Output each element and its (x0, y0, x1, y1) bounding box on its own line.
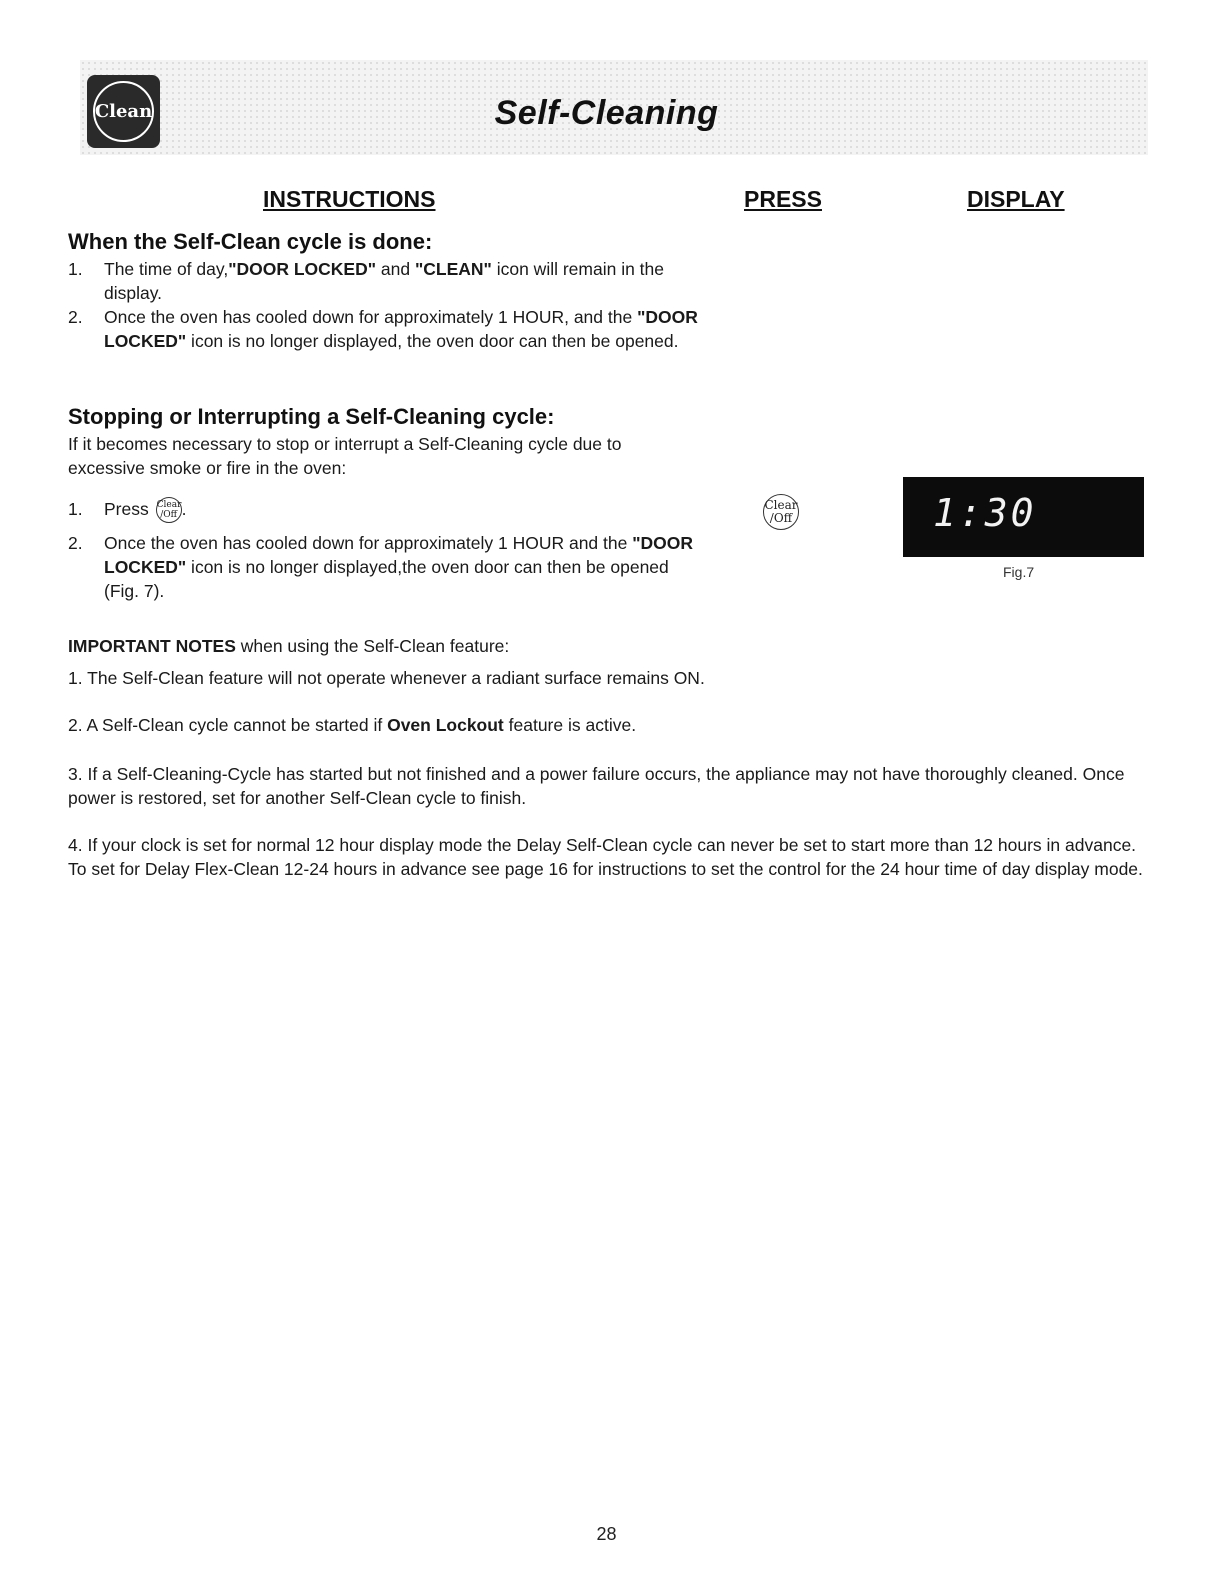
note-item: 1. The Self-Clean feature will not operate whenever a radiant surface remains ON. (68, 668, 705, 688)
item-text (104, 305, 708, 353)
note-item (68, 713, 1148, 737)
item-text (104, 497, 708, 523)
bold-text: "DOOR LOCKED" (228, 259, 377, 279)
text-segment: and (376, 259, 415, 279)
column-header-press: PRESS (744, 186, 822, 212)
oven-display (903, 477, 1144, 557)
clear-off-icon-line1: Clear (156, 500, 182, 511)
list-item (68, 305, 708, 353)
column-header-instructions: INSTRUCTIONS (263, 186, 436, 212)
note-item: 3. If a Self-Cleaning-Cycle has started but not finished and a power failure occurs, the appliance may not have thoroughly cleaned. Once power is restored, set for another Self-Clean cycle to finish. (68, 764, 1125, 808)
clear-off-button-line2: /Off (769, 511, 793, 525)
text-segment: icon is no longer displayed,the oven door can then be opened (Fig. 7). (104, 557, 669, 601)
note-item: 4. If your clock is set for normal 12 hour display mode the Delay Self-Clean cycle can never be set to start more than 12 hours in advance. To set for Delay Flex-Clean 12-24 hours in advance see page 16 for instructions to set the control for the 24 hour time of day display mode. (68, 835, 1143, 879)
text-segment: Once the oven has cooled down for approximately 1 HOUR, and the (104, 307, 638, 327)
item-text (104, 531, 708, 603)
item-text (104, 257, 708, 305)
clear-off-icon (156, 497, 182, 523)
item-number: 1. (68, 259, 83, 279)
page-number: 28 (596, 1524, 617, 1544)
item-number: 2. (68, 307, 83, 327)
notes-heading-rest: when using the Self-Clean feature: (235, 636, 510, 656)
text-segment: icon will remain in the display. (104, 259, 665, 303)
bold-text: "DOOR LOCKED" (104, 533, 694, 577)
text-segment: Once the oven has cooled down for approximately 1 HOUR and the (104, 533, 633, 553)
notes-heading (68, 634, 968, 658)
list-item (68, 531, 708, 603)
item-number: 1. (68, 499, 83, 519)
text-segment: Press (104, 499, 149, 519)
section-intro: If it becomes necessary to stop or interrupt a Self-Cleaning cycle due to excessive smoke or fire in the oven: (68, 434, 622, 478)
display-readout: 1:30 (933, 491, 1037, 535)
text-segment: 2. A Self-Clean cycle cannot be started if (68, 715, 388, 735)
bold-text: "DOOR LOCKED" (104, 307, 698, 351)
figure-label: Fig.7 (1003, 564, 1035, 580)
column-header-display: DISPLAY (967, 186, 1065, 212)
text-segment: icon is no longer displayed, the oven door can then be opened. (186, 331, 679, 351)
clear-off-button[interactable] (763, 494, 799, 530)
list-item (68, 497, 708, 523)
notes-heading-bold: IMPORTANT NOTES (68, 636, 236, 656)
bold-text: "CLEAN" (414, 259, 492, 279)
clear-off-icon-line2: /Off (160, 510, 178, 521)
clear-off-button-line1: Clear (764, 498, 798, 512)
text-segment: The time of day, (104, 259, 229, 279)
page-title: Self-Cleaning (494, 94, 719, 132)
item-number: 2. (68, 533, 83, 553)
section-title-cycle-done: When the Self-Clean cycle is done: (68, 229, 433, 254)
text-segment: feature is active. (503, 715, 637, 735)
bold-text: Oven Lockout (387, 715, 504, 735)
section-title-stopping: Stopping or Interrupting a Self-Cleaning cycle: (68, 404, 555, 429)
list-item (68, 257, 708, 305)
clean-logo-text: Clean (93, 81, 154, 142)
text-segment: . (181, 499, 187, 519)
